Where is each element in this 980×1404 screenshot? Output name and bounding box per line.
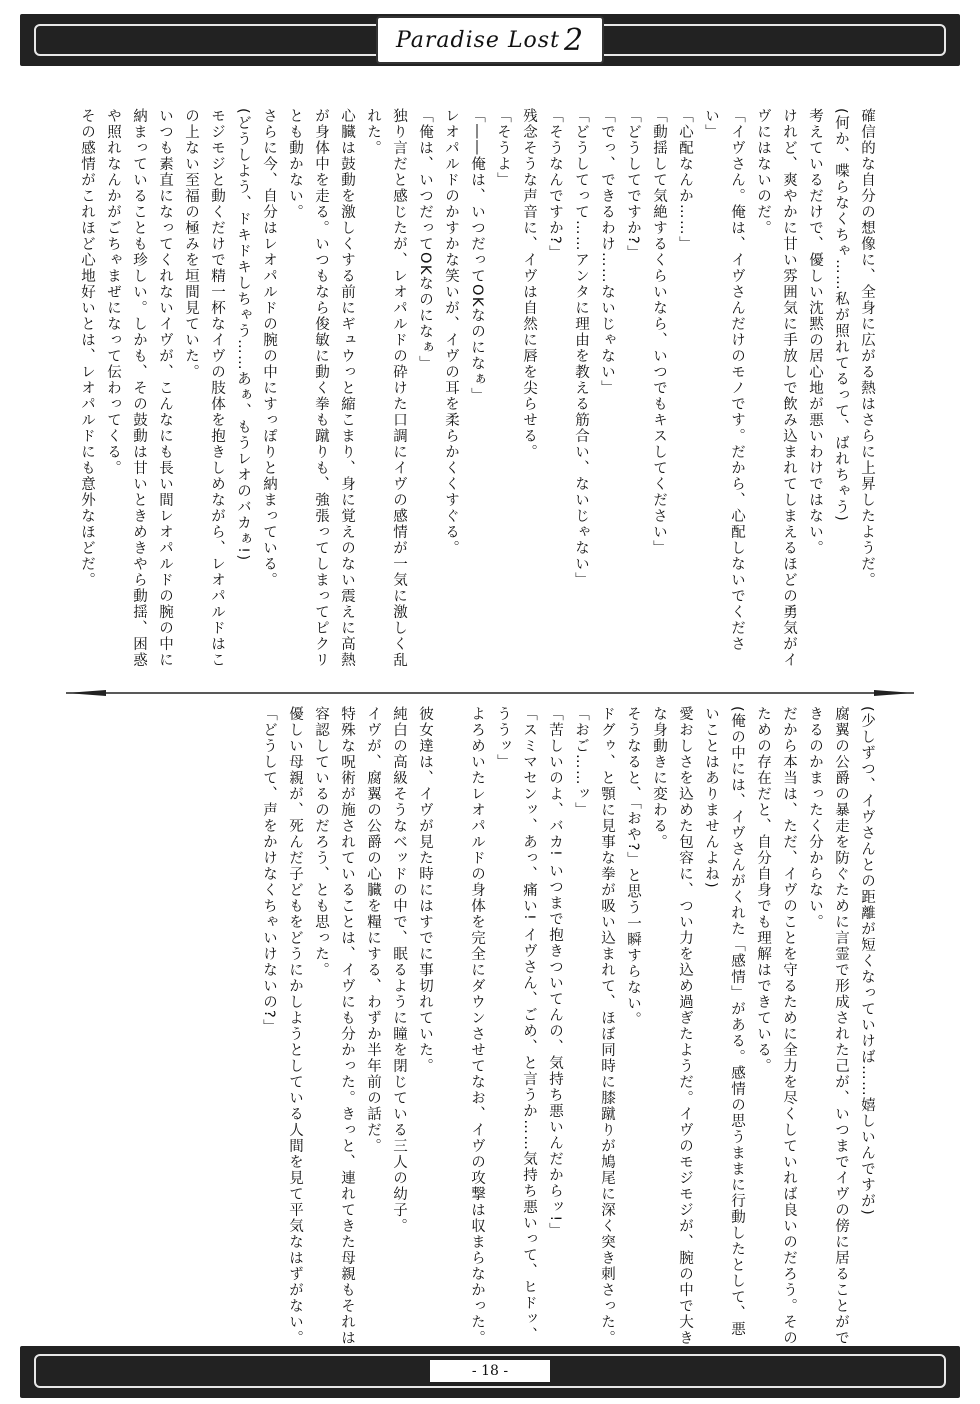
title-logo bbox=[376, 16, 604, 64]
paragraph: 「俺は、いつだってOKなのになぁ」 bbox=[417, 108, 433, 372]
paragraph: いつも素直になってくれないイヴが、こんなにも長い間レオパルドの腕の中に納まっていることも珍しい。しかも、その鼓動は甘いときめきやら動揺、困惑や照れなんかがごちゃまぜになって伝わってくる。 bbox=[105, 108, 173, 668]
paragraph: 「でっ、できるわけ……ないじゃない」 bbox=[599, 108, 615, 396]
paragraph: けれど、爽やかに甘い雰囲気に手放しで飲み込まれてしまえるほどの勇気がイヴにはないのだ。 bbox=[755, 108, 797, 668]
paragraph: 確信的な自分の想像に、全身に広がる熱はさらに上昇したようだ。 bbox=[859, 108, 875, 588]
logo-number: 2 bbox=[563, 22, 585, 58]
paragraph: 「そうよ」 bbox=[495, 108, 511, 188]
paragraph: 「どうして、声をかけなくちゃいけないの?」 bbox=[261, 706, 277, 1036]
paragraph: 心臓は鼓動を激しくする前にギュウっと縮こまり、身に覚えのない震えに高熱が身体中を走る。いつもなら俊敏に動く拳も蹴りも、強張ってしまってピクリとも動かない。 bbox=[287, 108, 355, 668]
paragraph: ドグゥ、と顎に見事な拳が吸い込まれて、ほぼ同時に膝蹴りが鳩尾に深く突き刺さった。 bbox=[599, 706, 615, 1346]
paragraph: 彼女達は、イヴが見た時にはすでに事切れていた。 bbox=[417, 706, 433, 1074]
paragraph: 「――俺は、いつだってOKなのになぁ」 bbox=[469, 108, 485, 404]
paragraph: 考えているだけで、優しい沈黙の居心地が悪いわけではない。 bbox=[807, 108, 823, 556]
top-text-block bbox=[79, 108, 880, 668]
paragraph: (何か、喋らなくちゃ……私が照れてるって、ばれちゃう) bbox=[833, 108, 849, 523]
paragraph: モジモジと動くだけで精一杯なイヴの肢体を抱きしめながら、レオパルドはこの上ない至福の極みを垣間見ていた。 bbox=[183, 108, 225, 668]
paragraph: 「おご……ッ」 bbox=[573, 706, 589, 818]
paragraph: 特殊な呪術が施されていることは、イヴにも分かった。きっと、連れてきた母親もそれは容認しているのだろう、とも思った。 bbox=[313, 706, 355, 1346]
paragraph: (どうしよう、ドキドキしちゃう……あぁ、もうレオのバカぁ!) bbox=[235, 108, 251, 562]
ornamental-divider bbox=[66, 690, 914, 696]
paragraph: 「イヴさん。俺は、イヴさんだけのモノです。だから、心配しないでください」 bbox=[703, 108, 745, 652]
paragraph: イヴが、腐翼の公爵の心臓を糧にする、わずか半年前の話だ。 bbox=[365, 706, 381, 1154]
paragraph: よろめいたレオパルドの身体を完全にダウンさせてなお、イヴの攻撃は収まらなかった。 bbox=[469, 706, 485, 1346]
paragraph: 優しい母親が、死んだ子どもをどうにかしようとしている人間を見て平気なはずがない。 bbox=[287, 706, 303, 1346]
paragraph: 「スミマセンッ、あっ、痛い! イヴさん、ごめ、と言うか……気持ち悪いって、ヒドッ、ううッ」 bbox=[495, 706, 537, 1344]
paragraph: 残念そうな声音に、イヴは自然に唇を尖らせる。 bbox=[521, 108, 537, 460]
paragraph bbox=[438, 706, 464, 1346]
paragraph: 「苦しいのよ、バカ! いつまで抱きついてんの、気持ち悪いんだからッ!」 bbox=[547, 706, 563, 1239]
paragraph: 独り言だと感じたが、レオパルドの砕けた口調にイヴの感情が一気に激しく乱れた。 bbox=[365, 108, 407, 668]
paragraph: だから本当は、ただ、イヴのことを守るために全力を尽くしていれば良いのだろう。そのための存在だと、自分自身でも理解はできている。 bbox=[755, 706, 797, 1346]
paragraph: (少しずつ、イヴさんとの距離が短くなっていけば……嬉しいんですが) bbox=[859, 706, 875, 1217]
paragraph: レオパルドのかすかな笑いが、イヴの耳を柔らかくくすぐる。 bbox=[443, 108, 459, 556]
paragraph: 「どうしてですか?」 bbox=[625, 108, 641, 262]
paragraph: 「動揺して気絶するくらいなら、いつでもキスしてください」 bbox=[651, 108, 667, 556]
paragraph: 「心配なんか……」 bbox=[677, 108, 693, 252]
paragraph: 「そうなんですか?」 bbox=[547, 108, 563, 262]
logo-text: Paradise Lost bbox=[395, 27, 560, 53]
paragraph: さらに今、自分はレオパルドの腕の中にすっぽりと納まっている。 bbox=[261, 108, 277, 588]
paragraph: 愛おしさを込めた包容に、つい力を込め過ぎたようだ。イヴのモジモジが、腕の中で大きな身動きに変わる。 bbox=[651, 706, 693, 1346]
paragraph: 純白の高級そうなベッドの中で、眠るように瞳を閉じている三人の幼子。 bbox=[391, 706, 407, 1234]
paragraph: その感情がこれほど心地好いとは、レオパルドにも意外なほどだ。 bbox=[79, 108, 95, 588]
page-number: - 18 - bbox=[430, 1360, 550, 1382]
paragraph: そうなると、「おや?」と思う一瞬すらない。 bbox=[625, 706, 641, 1028]
bottom-text-block bbox=[90, 706, 880, 1346]
paragraph: (俺の中には、イヴさんがくれた「感情」がある。感情の思うままに行動したとして、悪いことはありませんよね) bbox=[703, 706, 745, 1338]
paragraph: 腐翼の公爵の暴走を防ぐために言霊で形成された己が、いつまでイヴの傍に居ることができるのかまったく分からない。 bbox=[807, 706, 849, 1346]
paragraph: 「どうしてって……アンタに理由を教える筋合い、ないじゃない」 bbox=[573, 108, 589, 588]
